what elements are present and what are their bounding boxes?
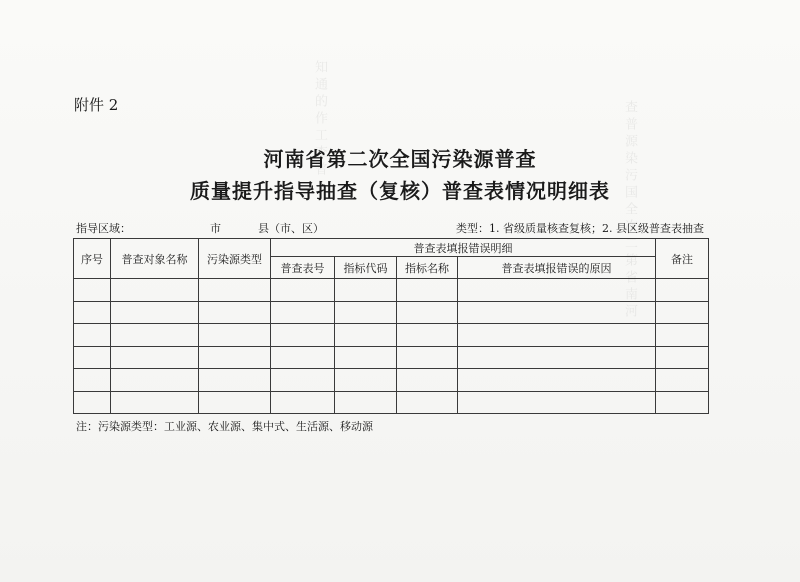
col-header-seq: 序号 bbox=[74, 239, 111, 279]
county-label: 县（市、区） bbox=[258, 222, 324, 235]
col-header-object-name: 普查对象名称 bbox=[111, 239, 199, 279]
col-header-error-details: 普查表填报错误明细 bbox=[271, 239, 656, 257]
col-header-form-no: 普查表号 bbox=[271, 257, 335, 279]
detail-table bbox=[73, 238, 709, 414]
region-line bbox=[76, 220, 324, 236]
table-row bbox=[74, 279, 709, 302]
table-row bbox=[74, 391, 709, 414]
footnote: 注：污染源类型：工业源、农业源、集中式、生活源、移动源 bbox=[76, 420, 373, 433]
annex-label: 附件 2 bbox=[74, 96, 119, 114]
document-title: 河南省第二次全国污染源普查 bbox=[263, 147, 537, 171]
bleed-through-text: 知通的作工查普 bbox=[312, 60, 327, 179]
col-header-remark: 备注 bbox=[656, 239, 709, 279]
col-header-indicator-code: 指标代码 bbox=[335, 257, 397, 279]
table-row bbox=[74, 346, 709, 369]
col-header-indicator-name: 指标名称 bbox=[397, 257, 458, 279]
col-header-source-type: 污染源类型 bbox=[199, 239, 271, 279]
bleed-through-text: 查普源染污国全次二第省南河 bbox=[622, 100, 637, 321]
type-note: 类型：1. 省级质量核查复核；2. 县区级普查表抽查 bbox=[456, 222, 704, 235]
table-row bbox=[74, 369, 709, 392]
region-label: 指导区域： bbox=[76, 222, 131, 235]
city-label: 市 bbox=[210, 222, 221, 235]
table-row bbox=[74, 324, 709, 347]
document-subtitle: 质量提升指导抽查（复核）普查表情况明细表 bbox=[190, 179, 610, 203]
table-row bbox=[74, 301, 709, 324]
col-header-error-reason: 普查表填报错误的原因 bbox=[458, 257, 656, 279]
